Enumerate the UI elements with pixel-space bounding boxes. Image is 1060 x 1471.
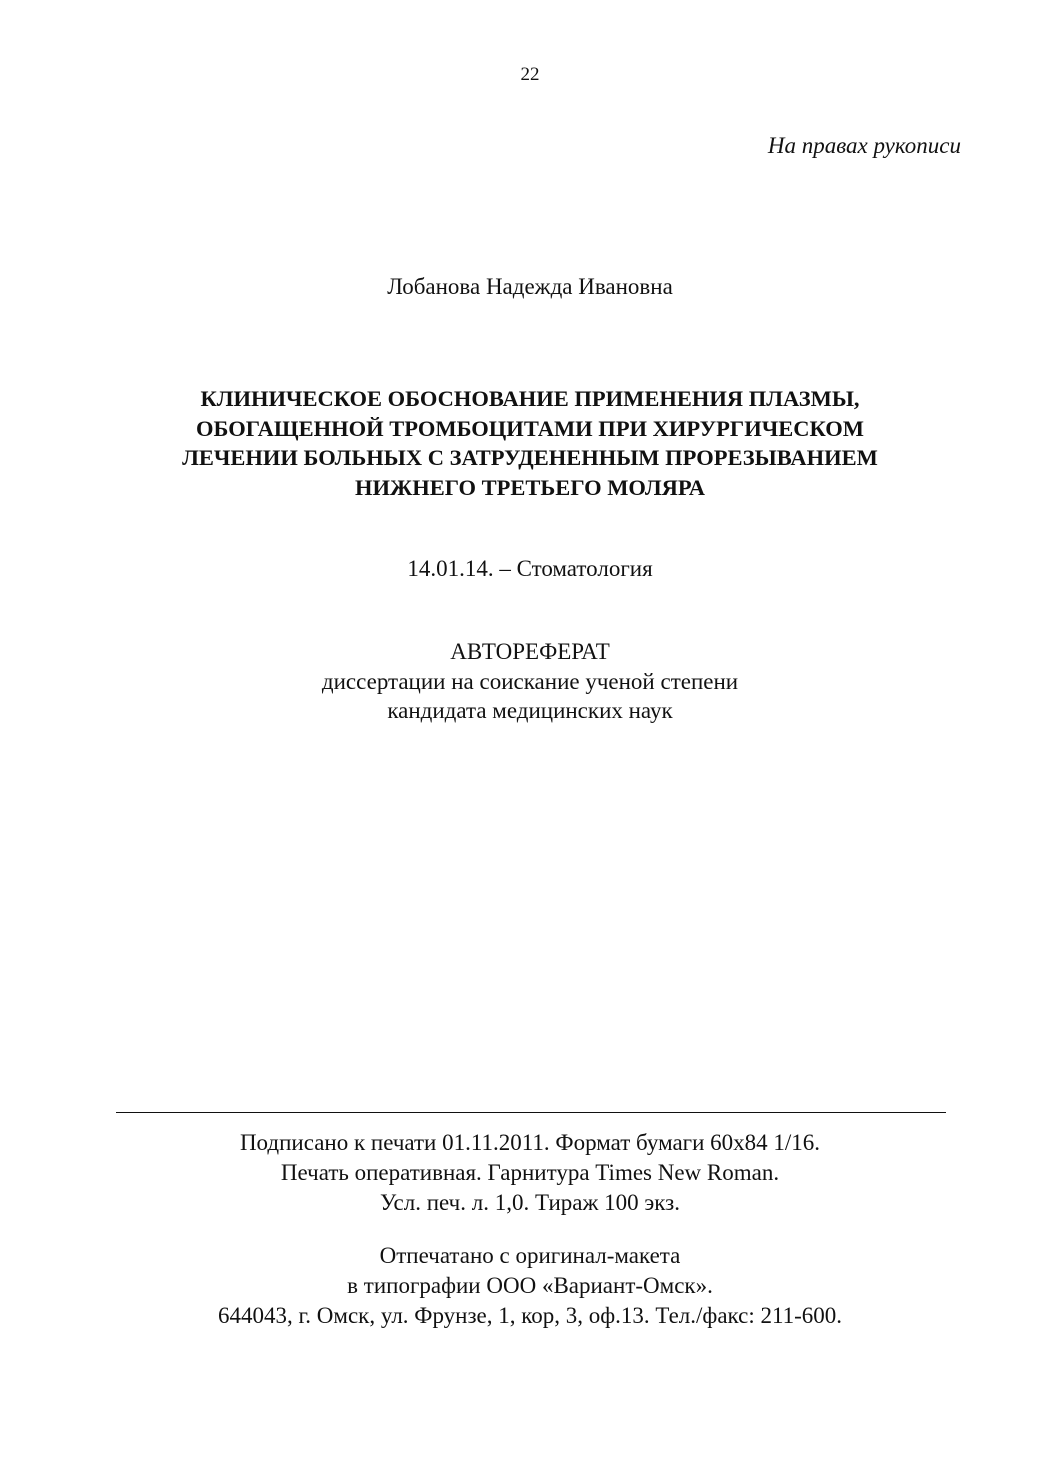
imprint-line: Усл. печ. л. 1,0. Тираж 100 экз. <box>380 1190 680 1215</box>
author-name: Лобанова Надежда Ивановна <box>387 274 673 299</box>
page-number: 22 <box>520 64 540 85</box>
title-line: НИЖНЕГО ТРЕТЬЕГО МОЛЯРА <box>355 474 705 500</box>
printer-line: Отпечатано с оригинал-макета <box>379 1243 681 1268</box>
title-line: ОБОГАЩЕННОЙ ТРОМБОЦИТАМИ ПРИ ХИРУРГИЧЕСКОМ <box>196 415 864 441</box>
dissertation-title <box>0 384 1060 502</box>
printer-line: в типографии ООО «Вариант-Омск». <box>347 1273 713 1298</box>
title-line: КЛИНИЧЕСКОЕ ОБОСНОВАНИЕ ПРИМЕНЕНИЯ ПЛАЗМЫ, <box>200 386 860 411</box>
printer-line: 644043, г. Омск, ул. Фрунзе, 1, кор, 3, оф.13. Тел./факс: 211-600. <box>217 1303 843 1328</box>
abstract-block <box>0 637 1060 726</box>
specialty-code: 14.01.14. – Стоматология <box>407 556 653 581</box>
abstract-subtitle-line: диссертации на соискание ученой степени <box>321 668 739 694</box>
imprint-block <box>0 1128 1060 1218</box>
horizontal-divider <box>116 1112 946 1113</box>
imprint-line: Подписано к печати 01.11.2011. Формат бумаги 60х84 1/16. <box>239 1130 821 1155</box>
rights-note: На правах рукописи <box>767 133 961 158</box>
printer-block <box>0 1241 1060 1331</box>
abstract-heading: АВТОРЕФЕРАТ <box>450 639 610 664</box>
title-line: ЛЕЧЕНИИ БОЛЬНЫХ С ЗАТРУДЕНЕННЫМ ПРОРЕЗЫВАНИЕМ <box>182 445 878 470</box>
abstract-subtitle-line: кандидата медицинских наук <box>387 698 673 723</box>
imprint-line: Печать оперативная. Гарнитура Times New Roman. <box>280 1160 780 1185</box>
